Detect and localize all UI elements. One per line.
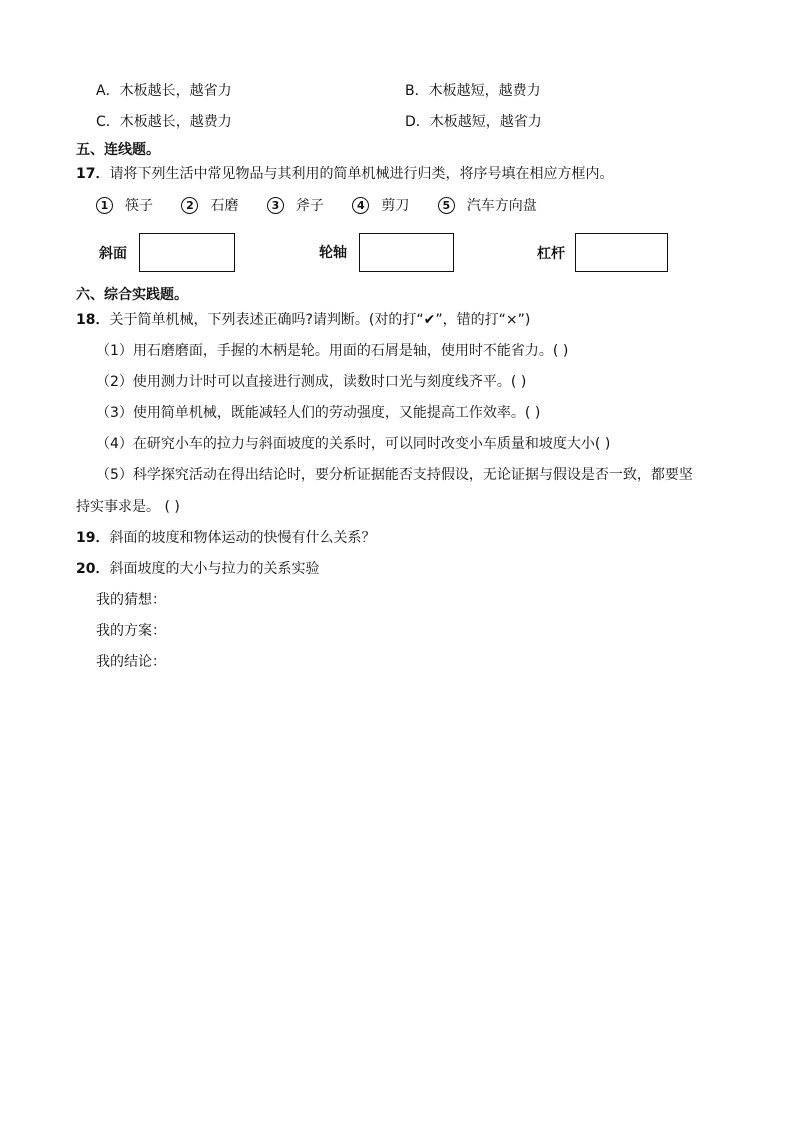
circled-number: 2 bbox=[181, 197, 198, 214]
item-label: 石磨 bbox=[210, 198, 239, 214]
item-label: 汽车方向盘 bbox=[466, 198, 537, 214]
item-millstone bbox=[181, 198, 250, 214]
item-label: 筷子 bbox=[125, 198, 153, 214]
question-17 bbox=[76, 164, 613, 184]
option-a: A．木板越长，越省力 bbox=[96, 83, 232, 99]
item-scissors bbox=[352, 198, 421, 214]
item-axe bbox=[267, 198, 336, 214]
answer-box-wheel-axle[interactable] bbox=[359, 233, 454, 272]
statement-5-continued: 持实事求是。 ( ) bbox=[76, 499, 180, 515]
question-text: 斜面的坡度和物体运动的快慢有什么关系？ bbox=[109, 530, 376, 546]
item-chopsticks bbox=[96, 198, 165, 214]
circled-number: 1 bbox=[96, 197, 113, 214]
option-c: C．木板越长，越费力 bbox=[96, 114, 232, 130]
my-guess-label: 我的猜想： bbox=[96, 592, 166, 608]
statement-2: （2）使用测力计时可以直接进行测成，读数时口光与刻度线齐平。( ) bbox=[96, 374, 527, 390]
question-number: 17． bbox=[76, 166, 110, 182]
question-number: 19． bbox=[76, 530, 110, 546]
circled-number: 3 bbox=[267, 197, 284, 214]
box-label-lever: 杠杆 bbox=[537, 246, 565, 262]
question-text: 斜面坡度的大小与拉力的关系实验 bbox=[109, 561, 320, 577]
statement-4: （4）在研究小车的拉力与斜面坡度的关系时，可以同时改变小车质量和坡度大小( ) bbox=[96, 436, 611, 452]
statement-3: （3）使用简单机械，既能减轻人们的劳动强度，又能提高工作效率。( ) bbox=[96, 405, 541, 421]
question-20 bbox=[76, 559, 319, 579]
my-plan-label: 我的方案： bbox=[96, 623, 166, 639]
box-label-incline: 斜面 bbox=[99, 246, 127, 262]
statement-1: （1）用石磨磨面，手握的木柄是轮。用面的石屑是轴，使用时不能省力。( ) bbox=[96, 343, 569, 359]
question-19 bbox=[76, 528, 375, 548]
answer-box-lever[interactable] bbox=[575, 233, 668, 272]
question-number: 18． bbox=[76, 312, 110, 328]
question-18 bbox=[76, 310, 530, 330]
item-steering-wheel bbox=[438, 198, 549, 214]
question-text: 关于简单机械，下列表述正确吗?请判断。(对的打“✔”，错的打“×”) bbox=[109, 312, 531, 328]
circled-number: 5 bbox=[438, 197, 455, 214]
answer-box-incline[interactable] bbox=[139, 233, 235, 272]
item-label: 剪刀 bbox=[381, 198, 410, 214]
section-5-title: 五、连线题。 bbox=[76, 142, 160, 158]
circled-number: 4 bbox=[352, 197, 369, 214]
question-number: 20． bbox=[76, 561, 110, 577]
my-conclusion-label: 我的结论： bbox=[96, 654, 166, 670]
item-label: 斧子 bbox=[295, 198, 324, 214]
question-text: 请将下列生活中常见物品与其利用的简单机械进行归类，将序号填在相应方框内。 bbox=[109, 166, 614, 182]
item-list bbox=[96, 196, 561, 216]
box-label-wheel-axle: 轮轴 bbox=[319, 245, 347, 261]
section-6-title: 六、综合实践题。 bbox=[76, 287, 188, 303]
statement-5: （5）科学探究活动在得出结论时，要分析证据能否支持假设，无论证据与假设是否一致，都要坚 bbox=[96, 467, 693, 483]
option-d: D．木板越短，越省力 bbox=[405, 114, 542, 130]
option-b: B．木板越短，越费力 bbox=[405, 83, 541, 99]
